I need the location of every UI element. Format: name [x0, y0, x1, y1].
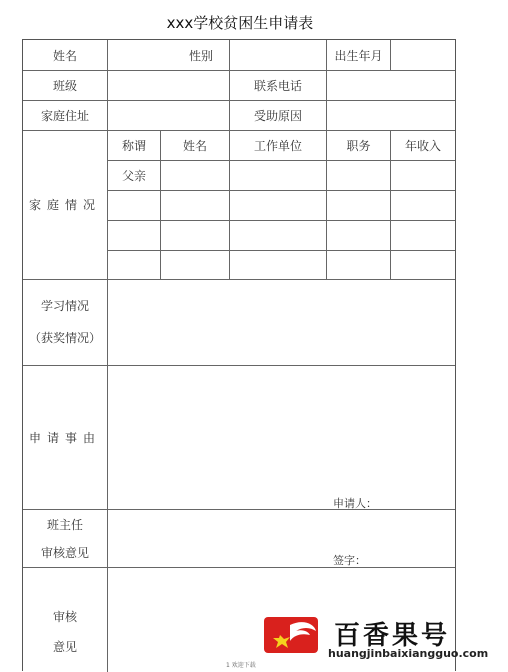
teacher-label-line1: 班主任	[46, 517, 83, 532]
application-form	[22, 39, 456, 671]
class-field[interactable]	[108, 70, 229, 100]
class-label: 班级	[52, 78, 77, 93]
family-column-header: 工作单位	[253, 138, 302, 153]
review-label-line1: 审核	[52, 609, 77, 624]
phone-label: 联系电话	[253, 78, 302, 93]
family-column-header: 年收入	[404, 138, 441, 153]
applicant-signature-label: 申请人：	[333, 497, 377, 510]
family-relation-cell[interactable]	[108, 250, 160, 279]
family-relation-cell[interactable]	[108, 220, 160, 250]
address-label: 家庭住址	[40, 108, 89, 123]
birth-label: 出生年月	[334, 48, 383, 63]
brand-name: 百香果号	[334, 621, 451, 651]
phone-field[interactable]	[327, 70, 455, 100]
brand-logo-icon	[262, 615, 320, 655]
page-number-value: 1	[226, 662, 230, 669]
teacher-signature-label: 签字：	[333, 554, 366, 567]
application-field[interactable]	[108, 366, 455, 509]
family-column-header: 姓名	[182, 138, 207, 153]
reason-label: 受助原因	[253, 108, 302, 123]
page-note: 欢迎下载	[231, 662, 256, 669]
birth-field[interactable]	[391, 40, 455, 70]
study-label-line1: 学习情况	[40, 298, 89, 313]
name-label: 姓名	[52, 48, 77, 63]
application-label: 申请事由	[28, 431, 101, 445]
review-label-line2: 意见	[52, 639, 77, 654]
reason-field[interactable]	[327, 100, 455, 130]
form-title: xxx学校贫困生申请表	[166, 14, 314, 32]
page-number	[226, 660, 256, 669]
brand-url: huangjinbaixiangguo.com	[328, 647, 489, 660]
name-field[interactable]	[108, 40, 178, 70]
address-field[interactable]	[108, 100, 229, 130]
family-relation-cell[interactable]	[108, 190, 160, 220]
family-relation-cell[interactable]: 父亲	[121, 168, 146, 183]
teacher-opinion-field[interactable]	[108, 510, 455, 567]
family-column-header: 称谓	[121, 138, 146, 153]
gender-label: 性别	[188, 48, 213, 63]
family-column-header: 职务	[346, 138, 371, 153]
study-field[interactable]	[108, 280, 455, 365]
teacher-label-line2: 审核意见	[40, 545, 89, 560]
gender-field[interactable]	[230, 40, 326, 70]
family-section-label: 家庭情况	[28, 198, 101, 212]
study-label-line2: （获奖情况）	[28, 330, 101, 345]
